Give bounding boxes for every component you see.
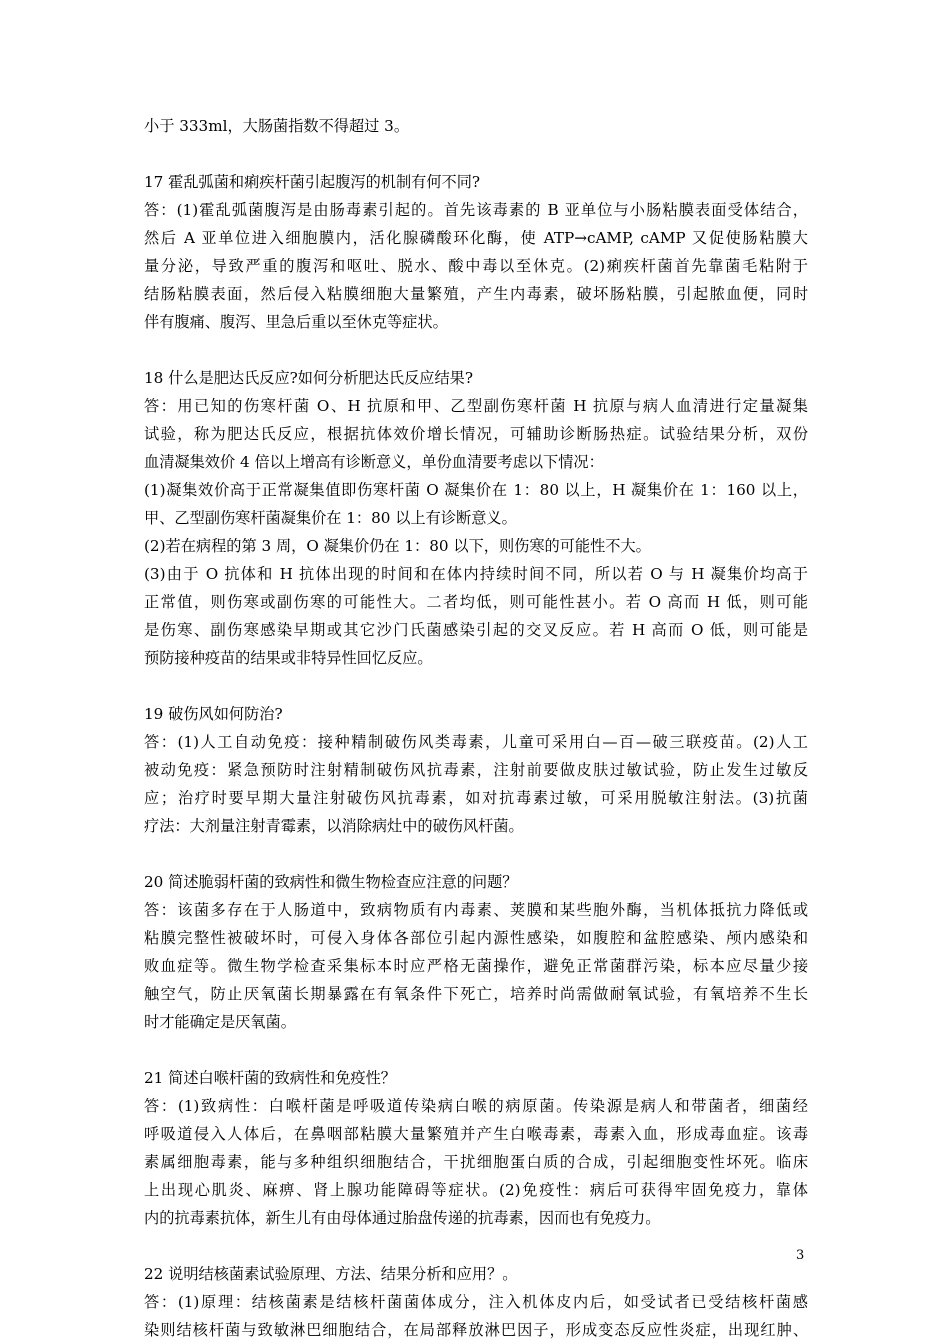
answer-21-line: 内的抗毒素抗体，新生儿有由母体通过胎盘传递的抗毒素，因而也有免疫力。 [144, 1209, 661, 1227]
answer-19-line: 答：(1)人工自动免疫：接种精制破伤风类毒素，儿童可采用白—百—破三联疫苗。(2)人工 [144, 733, 808, 751]
answer-18-line: 答：用已知的伤寒杆菌 O、H 抗原和甲、乙型副伤寒杆菌 H 抗原与病人血清进行定量凝集 [144, 397, 808, 415]
answer-20-line: 时才能确定是厌氧菌。 [144, 1013, 296, 1031]
answer-18-line: 甲、乙型副伤寒杆菌凝集价在 1：80 以上有诊断意义。 [144, 509, 517, 527]
answer-19-line: 疗法：大剂量注射青霉素，以消除病灶中的破伤风杆菌。 [144, 817, 524, 835]
answer-22-line: 答：(1)原理：结核菌素是结核杆菌菌体成分，注入机体皮内后，如受试者已受结核杆菌感 [144, 1293, 808, 1311]
answer-18-line: 预防接种疫苗的结果或非特异性回忆反应。 [144, 649, 433, 667]
answer-21-line: 素属细胞毒素，能与多种组织细胞结合，干扰细胞蛋白质的合成，引起细胞变性坏死。临床 [144, 1153, 808, 1171]
intro-line: 小于 333ml，大肠菌指数不得超过 3。 [144, 117, 410, 135]
question-21: 21 简述白喉杆菌的致病性和免疫性？ [144, 1069, 396, 1087]
paragraph-gap [144, 672, 808, 700]
answer-18-line: (1)凝集效价高于正常凝集值即伤寒杆菌 O 凝集价在 1：80 以上，H 凝集价在 1：160 以上， [144, 481, 808, 499]
question-20: 20 简述脆弱杆菌的致病性和微生物检查应注意的问题？ [144, 873, 518, 891]
page-number: 3 [796, 1248, 805, 1263]
answer-18-line: (3)由于 O 抗体和 H 抗体出现的时间和在体内持续时间不同，所以若 O 与 H 凝集价均高于 [144, 565, 808, 583]
answer-17-line: 量分泌，导致严重的腹泻和呕吐、脱水、酸中毒以至休克。(2)痢疾杆菌首先靠菌毛粘附于 [144, 257, 808, 275]
answer-18-line: 是伤寒、副伤寒感染早期或其它沙门氏菌感染引起的交叉反应。若 H 高而 O 低，则可能是 [144, 621, 808, 639]
answer-18-line: 血清凝集效价 4 倍以上增高有诊断意义，单份血清要考虑以下情况： [144, 453, 604, 471]
answer-18-line: 正常值，则伤寒或副伤寒的可能性大。二者均低，则可能性甚小。若 O 高而 H 低，则可能 [144, 593, 808, 611]
answer-21-line: 上出现心肌炎、麻痹、肾上腺功能障碍等症状。(2)免疫性：病后可获得牢固免疫力，靠体 [144, 1181, 808, 1199]
answer-19-line: 应；治疗时要早期大量注射破伤风抗毒素，如对抗毒素过敏，可采用脱敏注射法。(3)抗菌 [144, 789, 808, 807]
paragraph-gap [144, 1232, 808, 1260]
paragraph-gap [144, 840, 808, 868]
document-body [144, 112, 808, 1344]
question-22: 22 说明结核菌素试验原理、方法、结果分析和应用？。 [144, 1265, 518, 1283]
answer-22-line: 染则结核杆菌与致敏淋巴细胞结合，在局部释放淋巴因子，形成变态反应性炎症，出现红肿、 [144, 1321, 808, 1339]
answer-20-line: 败血症等。微生物学检查采集标本时应严格无菌操作，避免正常菌群污染，标本应尽量少接 [144, 957, 808, 975]
paragraph-gap [144, 336, 808, 364]
answer-21-line: 答：(1)致病性：白喉杆菌是呼吸道传染病白喉的病原菌。传染源是病人和带菌者，细菌经 [144, 1097, 808, 1115]
answer-20-line: 粘膜完整性被破坏时，可侵入身体各部位引起内源性感染，如腹腔和盆腔感染、颅内感染和 [144, 929, 808, 947]
answer-17-line: 伴有腹痛、腹泻、里急后重以至休克等症状。 [144, 313, 448, 331]
answer-17-line: 然后 A 亚单位进入细胞膜内，活化腺磷酸环化酶，使 ATP→cAMP, cAMP 又促使肠粘膜大 [144, 229, 808, 247]
answer-17-line: 答：(1)霍乱弧菌腹泻是由肠毒素引起的。首先该毒素的 B 亚单位与小肠粘膜表面受体结合， [144, 201, 808, 219]
answer-17-line: 结肠粘膜表面，然后侵入粘膜细胞大量繁殖，产生内毒素，破坏肠粘膜，引起脓血便，同时 [144, 285, 808, 303]
question-19: 19 破伤风如何防治? [144, 705, 283, 723]
question-17: 17 霍乱弧菌和痢疾杆菌引起腹泻的机制有何不同? [144, 173, 481, 191]
paragraph-gap [144, 140, 808, 168]
answer-19-line: 被动免疫：紧急预防时注射精制破伤风抗毒素，注射前要做皮肤过敏试验，防止发生过敏反 [144, 761, 808, 779]
answer-20-line: 答：该菌多存在于人肠道中，致病物质有内毒素、荚膜和某些胞外酶，当机体抵抗力降低或 [144, 901, 808, 919]
answer-18-line: 试验，称为肥达氏反应，根据抗体效价增长情况，可辅助诊断肠热症。试验结果分析，双份 [144, 425, 808, 443]
paragraph-gap [144, 1036, 808, 1064]
answer-18-line: (2)若在病程的第 3 周，O 凝集价仍在 1：80 以下，则伤寒的可能性不大。 [144, 537, 651, 555]
question-18: 18 什么是肥达氏反应?如何分析肥达氏反应结果? [144, 369, 474, 387]
answer-21-line: 呼吸道侵入人体后，在鼻咽部粘膜大量繁殖并产生白喉毒素，毒素入血，形成毒血症。该毒 [144, 1125, 808, 1143]
answer-20-line: 触空气，防止厌氧菌长期暴露在有氧条件下死亡，培养时尚需做耐氧试验，有氧培养不生长 [144, 985, 808, 1003]
